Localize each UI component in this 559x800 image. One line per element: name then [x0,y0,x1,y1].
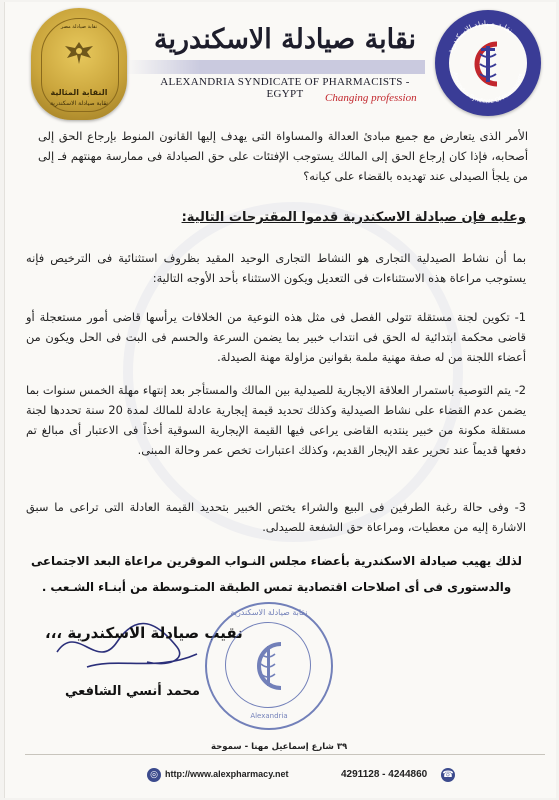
official-stamp [205,602,333,730]
slogan: Changing profession [325,92,417,104]
appeal-line-2: والدستورى فى أى اصلاحات اقتصادية تمس الطبقة المتـوسطة من أبنـاء الشـعب . [41,580,512,594]
eagle-emblem-icon [61,38,97,68]
lead-paragraph: بما أن نشاط الصيدلية التجارى هو النشاط التجارى الوحيد المقيد بظروف استثنائية فى الترخيص فإنه يستوجب مراعاة هذه الاستثناءات فى التعديل ويكون الاستثناء بأحد الأوجه التالية: [26,251,526,285]
gold-logo-top-text: نقابة صيادلة مصر [60,24,98,30]
round-logo-english-text: Alexandria Syndicate Of Pharmacists [451,71,525,106]
gold-syndicate-logo [31,8,127,120]
phone-icon: ☎ [442,770,454,780]
stamp-caduceus-icon [207,604,331,728]
caduceus-icon [435,10,541,116]
proposals-heading: وعليه فإن صيادلة الاسكندرية قدموا المقترحات التالية: [181,210,526,225]
svg-text:نقابة صيادلة الاسكندرية [445,19,514,55]
website-link[interactable]: http://www.alexpharmacy.net [165,769,289,779]
header-band [125,60,425,74]
gold-logo-line2: نقابة صيادلة الاسكندرية [50,100,108,107]
proposal-1: 1- تكوين لجنة مستقلة تتولى الفصل فى مثل هذه النوعية من الخلافات يرأسها قاضى أمور مستعجلة أو قاضى محكمة ابتدائية له الحق فى انتداب خبير بما يضمن السرعة والحسم فى البت فى الحل ويكون من أعضاء اللجنة من له صفة مهنية ملمة بقوانين مزاولة مهنة الصيدلة. [26,310,526,364]
closing-title: نقيب صيادلة الاسكندرية ،،، [45,624,243,642]
footer-address: ٣٩ شارع إسماعيل مهنا - سموحة [211,742,348,752]
letter-page [4,2,556,798]
footer-divider [25,754,545,755]
proposal-2: 2- يتم التوصية باستمرار العلاقة الايجارية للصيدلية بين المالك والمستأجر بعد إنتهاء مهلة الخمس سنوات بما يضمن عدم القضاء على نشاط الصيدلية وكذلك تحديد قيمة إيجارية عادلة للمالك لمدة 20 سنة تحددها لجنة مستقلة مكونة من خبير ينتدبه القاضى يراعى فيها القيمة الإيجارية السوقية أخذاً فى الاعتبار أى مبالغ تم دفعها قديماً عند تحرير عقد الإيجار القديم، وكذلك اعتبارات تخص عمر وحالة المبنى. [26,383,526,457]
signatory-name: محمد أنسي الشافعي [65,684,200,699]
syndicate-round-logo [435,10,541,116]
stamp-bottom-text: Alexandria [250,712,288,720]
round-logo-arabic-text: نقابة صيادلة الاسكندرية [445,18,515,55]
gold-logo-line1: النقابة المثالية [50,88,108,97]
footer-phones: 4291128 - 4244860 [341,769,428,780]
syndicate-title-arabic: نقابة صيادلة الاسكندرية [154,24,416,55]
syndicate-title-english: ALEXANDRIA SYNDICATE OF PHARMACISTS - EGYPT [160,76,410,100]
handwritten-signature [47,612,207,682]
globe-icon: ◎ [147,768,161,782]
appeal-line-1: لذلك يهيب صيادلة الاسكندرية بأعضاء مجلس النـواب الموقرين مراعاة البعد الاجتماعى [30,554,522,568]
intro-paragraph: الأمر الذى يتعارض مع جميع مبادئ العدالة والمساواة التى يهدف إليها القانون المنوط بإرجاع الحق إلى أصحابه، فإذا كان إرجاع الحق إلى المالك يستوجب الإفتئات على حق الصيادلة فى ممارسة مهنتهم فـ إلى من يلجأ الصيدلى عند تهديده بالقضاء على كيانه؟ [38,129,528,183]
stamp-top-text: نقابة صيادلة الاسكندرية [230,608,308,617]
proposal-3: 3- وفى حالة رغبة الطرفين فى البيع والشراء يختص الخبير بتحديد القيمة العادلة التى تراعى ما سبق الاشارة إليه من معطيات، ومراعاة حق الشفعة للصيدلى. [26,500,526,534]
